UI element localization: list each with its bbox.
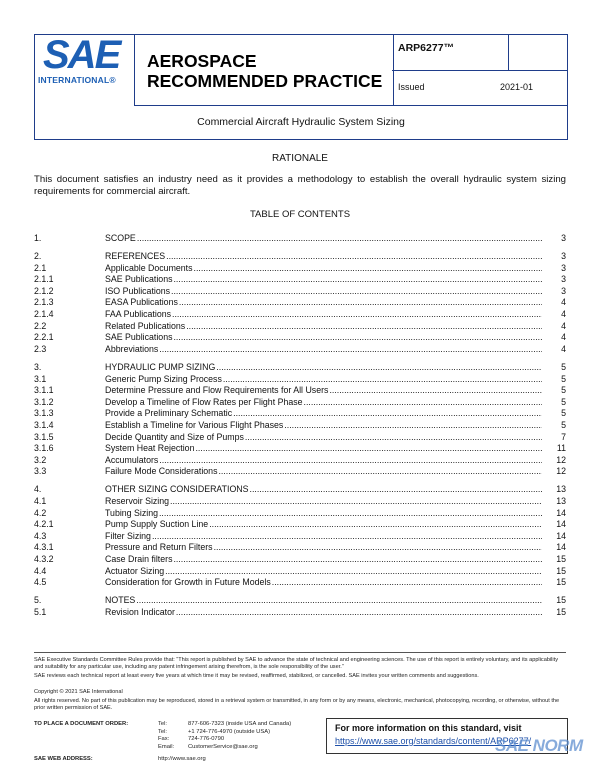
document-number-cell [392, 35, 508, 71]
footer-rights: All rights reserved. No part of this publication may be reproduced, stored in a retrieval system or transmitted, in any form or by any means, electronic, mechanical, photocopying, recording, or otherwise, without the prior written permission of SAE. [34, 698, 560, 711]
toc-entry-number: 4.2 [34, 507, 47, 518]
toc-entry-title: Provide a Preliminary Schematic [105, 408, 233, 419]
toc-entry-leader [105, 397, 542, 409]
toc-entry-leader [105, 385, 542, 397]
toc-entry-page: 15 [556, 606, 566, 617]
document-type-line1: AEROSPACE [147, 51, 257, 71]
toc-entry [34, 484, 566, 496]
document-title: Commercial Aircraft Hydraulic System Sizing [197, 116, 405, 128]
toc-entry-title: SCOPE [105, 233, 136, 243]
toc-entry-page: 5 [561, 385, 566, 396]
toc-entry-title: FAA Publications [105, 309, 172, 320]
toc-entry-number: 4.3 [34, 530, 47, 541]
toc-entry-number: 3.1.2 [34, 396, 54, 407]
toc-entry-number: 3. [34, 361, 42, 372]
toc-entry-title: System Heat Rejection [105, 443, 195, 454]
toc-entry-title: Establish a Timeline for Various Flight Phases [105, 419, 284, 430]
toc-entry-page: 5 [561, 419, 566, 430]
toc-entry [34, 286, 566, 298]
toc-entry-leader [105, 455, 542, 467]
toc-entry-title: ISO Publications [105, 285, 171, 296]
toc-entry [34, 566, 566, 578]
toc-entry-leader [105, 484, 542, 496]
revision-cell [508, 35, 568, 71]
fax-value: 724-776-0790 [188, 736, 225, 743]
toc-entry [34, 542, 566, 554]
sae-logo [35, 35, 134, 105]
toc-entry-leader [105, 542, 542, 554]
toc-entry-title: Failure Mode Considerations [105, 466, 218, 477]
toc-entry-leader [105, 432, 542, 444]
toc-entry-number: 5. [34, 595, 42, 606]
toc-entry-leader [105, 408, 542, 420]
toc-entry [34, 274, 566, 286]
tel2-label: Tel: [158, 728, 168, 735]
toc-entry-number: 3.1.6 [34, 443, 54, 454]
toc-entry-page: 4 [561, 297, 566, 308]
toc-entry-title: SAE Publications [105, 274, 173, 285]
fax-label: Fax: [158, 736, 170, 743]
web-address-label: SAE WEB ADDRESS: [34, 756, 93, 762]
toc-heading: TABLE OF CONTENTS [249, 209, 351, 220]
toc-entry-number: 2.1.2 [34, 285, 54, 296]
toc-entry [34, 251, 566, 263]
toc-entry [34, 321, 566, 333]
toc-entry-page: 12 [556, 466, 566, 477]
toc-entry-number: 4.3.1 [34, 542, 54, 553]
email-value: CustomerService@sae.org [188, 743, 258, 750]
toc-entry [34, 554, 566, 566]
toc-entry-leader [105, 321, 542, 333]
toc-entry-number: 4.4 [34, 565, 47, 576]
issued-cell [392, 70, 567, 106]
toc-entry-page: 15 [556, 553, 566, 564]
toc-entry-number: 4. [34, 484, 42, 495]
toc-entry-title: HYDRAULIC PUMP SIZING [105, 361, 216, 372]
order-label: TO PLACE A DOCUMENT ORDER: [34, 721, 129, 727]
toc-entry-number: 2.1 [34, 262, 47, 273]
toc-entry-page: 14 [556, 542, 566, 553]
email-label: Email: [158, 743, 175, 750]
footer-review: SAE reviews each technical report at least every five years at which time it may be revised, reaffirmed, stabilized, or cancelled. SAE invites your written comments and suggestions. [34, 673, 479, 679]
toc-entry [34, 577, 566, 589]
tel1-label: Tel: [158, 721, 168, 727]
toc-entry-title: Accumulators [105, 454, 159, 465]
toc-entry-title: Generic Pump Sizing Process [105, 373, 222, 384]
toc-entry-page: 15 [556, 595, 566, 606]
toc-entry [34, 263, 566, 275]
toc-entry-number: 2.2 [34, 320, 47, 331]
toc-entry-title: Actuator Sizing [105, 565, 165, 576]
toc-entry-leader [105, 508, 542, 520]
toc-entry-leader [105, 263, 542, 275]
toc-entry [34, 607, 566, 619]
footer-divider [34, 652, 566, 653]
toc-entry [34, 443, 566, 455]
issued-date: 2021-01 [500, 82, 534, 92]
toc-entry-page: 15 [556, 577, 566, 588]
toc-entry-page: 11 [556, 443, 566, 454]
toc-entry [34, 233, 566, 245]
toc-entry-title: Tubing Sizing [105, 507, 158, 518]
toc-entry-title: OTHER SIZING CONSIDERATIONS [105, 484, 249, 495]
toc-entry-leader [105, 496, 542, 508]
toc-entry-title: Decide Quantity and Size of Pumps [105, 431, 244, 442]
toc-entry-number: 2.3 [34, 343, 47, 354]
toc-entry-number: 3.3 [34, 466, 47, 477]
toc-entry-page: 3 [561, 233, 566, 243]
rationale-heading: RATIONALE [272, 153, 328, 164]
web-address-value: http://www.sae.org [158, 756, 206, 762]
toc-entry-number: 3.1.3 [34, 408, 54, 419]
toc-entry-number: 3.1 [34, 373, 47, 384]
tel2-value: +1 724-776-4970 (outside USA) [188, 728, 271, 735]
toc-entry-number: 2.1.4 [34, 309, 54, 320]
toc-entry-page: 3 [561, 251, 566, 262]
document-type-line2: RECOMMENDED PRACTICE [147, 71, 383, 91]
toc-entry-title: EASA Publications [105, 297, 178, 308]
sae-logo-international: INTERNATIONAL® [38, 75, 116, 85]
toc-entry-leader [105, 531, 542, 543]
tel1-value: 877-606-7323 (inside USA and Canada) [188, 721, 292, 727]
toc-entry-number: 2. [34, 251, 42, 262]
toc-entry [34, 362, 566, 374]
toc-entry-title: SAE Publications [105, 332, 173, 343]
toc-entry [34, 420, 566, 432]
toc-entry-number: 2.2.1 [34, 332, 54, 343]
toc-entry-title: Consideration for Growth in Future Models [105, 577, 271, 588]
toc-entry [34, 397, 566, 409]
toc-entry-title: Filter Sizing [105, 530, 151, 541]
toc-entry-title: Reservoir Sizing [105, 495, 170, 506]
toc-entry-page: 14 [556, 507, 566, 518]
toc-entry-page: 5 [561, 408, 566, 419]
toc-entry-leader [105, 519, 542, 531]
toc-entry-title: Revision Indicator [105, 606, 175, 617]
toc-entry-number: 3.2 [34, 454, 47, 465]
document-header [34, 34, 568, 140]
sae-logo-mark: SAE [43, 33, 120, 77]
toc-entry-title: Pressure and Return Filters [105, 542, 213, 553]
toc-entry-page: 12 [556, 454, 566, 465]
document-type [147, 51, 382, 91]
toc-entry-title: REFERENCES [105, 251, 166, 262]
footer-copyright: Copyright © 2021 SAE International [34, 689, 123, 695]
toc-entry-title: Applicable Documents [105, 262, 193, 273]
footer-rules: SAE Executive Standards Committee Rules provide that: “This report is published by SAE to advance the state of technical and engineering sciences. The use of this report is entirely voluntary, and its applicability and suitability for any particular use, including any patent infringement arising therefrom, is the sole responsibility of the user.” [34, 657, 559, 670]
toc-entry-leader [105, 251, 542, 263]
toc-entry-page: 4 [561, 309, 566, 320]
more-info-link[interactable]: https://www.sae.org/standards/content/ARP6277/ [335, 736, 532, 746]
toc-entry-leader [105, 297, 542, 309]
toc-entry [34, 344, 566, 356]
toc-entry [34, 408, 566, 420]
toc-entry [34, 309, 566, 321]
sae-norm-watermark: SAE NORM [495, 736, 583, 755]
toc-entry-number: 4.1 [34, 495, 47, 506]
toc-entry-title: Develop a Timeline of Flow Rates per Flight Phase [105, 396, 303, 407]
toc-entry-number: 1. [34, 233, 42, 243]
document-number: ARP6277™ [398, 42, 455, 54]
toc-entry-number: 3.1.4 [34, 419, 54, 430]
toc-entry-title: Case Drain filters [105, 553, 173, 564]
toc-entry-page: 13 [556, 495, 566, 506]
toc-entry-leader [105, 374, 542, 386]
toc-entry-page: 3 [561, 285, 566, 296]
toc-entry [34, 519, 566, 531]
toc-entry [34, 508, 566, 520]
toc-entry-leader [105, 420, 542, 432]
toc-entry-title: Related Publications [105, 320, 186, 331]
document-type-cell [134, 35, 394, 106]
toc-entry-page: 3 [561, 274, 566, 285]
toc-entry-leader [105, 362, 542, 374]
toc-entry-leader [105, 309, 542, 321]
toc-entry-page: 3 [561, 262, 566, 273]
toc-entry [34, 332, 566, 344]
toc-entry-page: 14 [556, 530, 566, 541]
toc-entry-number: 3.1.5 [34, 431, 54, 442]
toc-entry [34, 374, 566, 386]
issued-label: Issued [398, 82, 425, 92]
toc-entry-page: 4 [561, 320, 566, 331]
toc-entry-page: 5 [561, 396, 566, 407]
toc-entry-leader [105, 332, 542, 344]
toc-entry-page: 4 [561, 332, 566, 343]
toc-entry-title: Abbreviations [105, 343, 159, 354]
toc-entry-leader [105, 274, 542, 286]
toc-entry-leader [105, 595, 542, 607]
toc-entry-leader [105, 554, 542, 566]
toc-entry-number: 2.1.3 [34, 297, 54, 308]
toc-entry [34, 385, 566, 397]
toc-entry-leader [105, 577, 542, 589]
toc-entry [34, 595, 566, 607]
toc-entry [34, 496, 566, 508]
toc-entry-page: 7 [561, 431, 566, 442]
toc-entry-leader [105, 566, 542, 578]
toc-entry-page: 13 [556, 484, 566, 495]
more-info-text: For more information on this standard, visit [335, 723, 522, 733]
toc-entry-page: 4 [561, 343, 566, 354]
table-of-contents [34, 233, 566, 618]
toc-entry [34, 466, 566, 478]
toc-entry-page: 5 [561, 373, 566, 384]
toc-entry-number: 5.1 [34, 606, 47, 617]
toc-entry [34, 432, 566, 444]
toc-entry-number: 4.3.2 [34, 553, 54, 564]
toc-entry-number: 2.1.1 [34, 274, 54, 285]
toc-entry-title: Pump Supply Suction Line [105, 519, 209, 530]
toc-entry-leader [105, 607, 542, 619]
toc-entry-title: NOTES [105, 595, 136, 606]
toc-entry-leader [105, 443, 542, 455]
toc-entry-number: 4.2.1 [34, 519, 54, 530]
toc-entry [34, 455, 566, 467]
toc-entry [34, 297, 566, 309]
toc-entry-leader [105, 286, 542, 298]
rationale-text: This document satisfies an industry need as it provides a methodology to establish the overall hydraulic system sizing requirements for commercial aircraft. [34, 174, 566, 197]
toc-entry-number: 3.1.1 [34, 385, 54, 396]
toc-entry [34, 531, 566, 543]
toc-entry-leader [105, 233, 542, 245]
toc-entry-page: 15 [556, 565, 566, 576]
toc-entry-page: 5 [561, 361, 566, 372]
toc-entry-number: 4.5 [34, 577, 47, 588]
toc-entry-title: Determine Pressure and Flow Requirements for All Users [105, 385, 329, 396]
toc-entry-leader [105, 344, 542, 356]
toc-entry-page: 14 [556, 519, 566, 530]
toc-entry-leader [105, 466, 542, 478]
